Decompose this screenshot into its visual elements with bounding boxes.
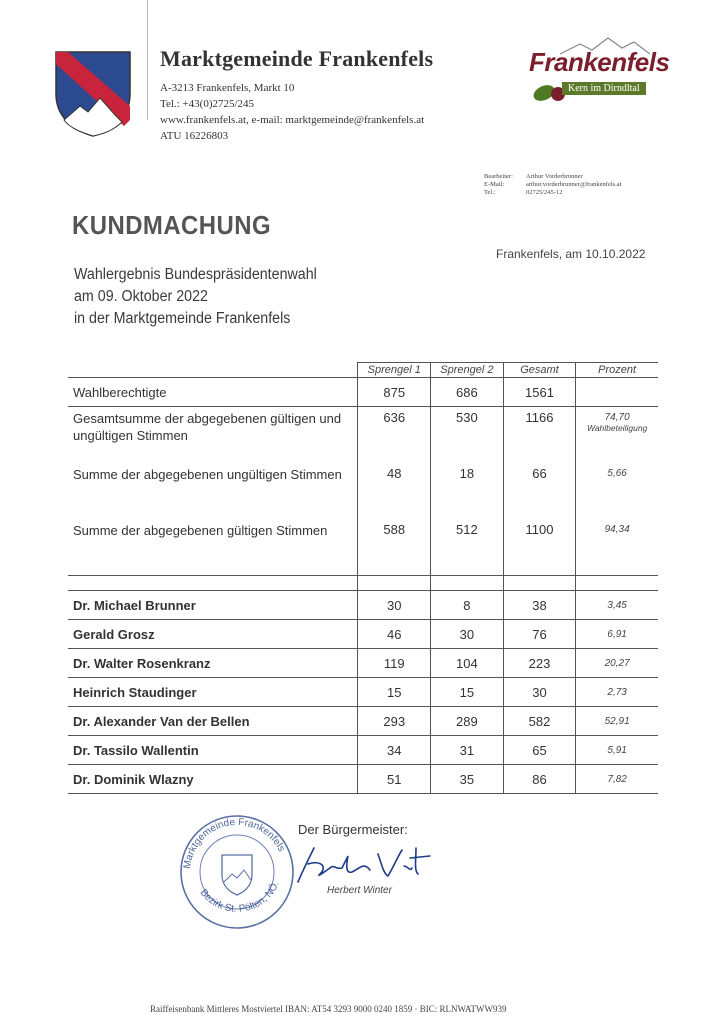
cell-percent: 94,34 (604, 524, 630, 535)
results-table (68, 362, 658, 794)
candidate-name: Dr. Dominik Wlazny (68, 765, 358, 794)
svg-text:Bezirk St. Pölten, NÖ. (198, 880, 282, 915)
cell-percent (576, 407, 658, 464)
stamp-text-bottom: Bezirk St. Pölten, NÖ. (197, 879, 282, 915)
spacer-cell (358, 576, 431, 591)
contact-row (484, 181, 622, 189)
cell-percent: 52,91 (576, 707, 658, 736)
signature-title: Der Bürgermeister: (298, 822, 408, 837)
subject-line: am 09. Oktober 2022 (74, 288, 208, 305)
cell-sprengel1: 119 (358, 649, 431, 678)
row-label: Wahlberechtigte (68, 378, 358, 407)
cell-sprengel1: 588 (358, 519, 431, 576)
cell-sprengel2: 104 (431, 649, 504, 678)
cell-percent: 7,82 (576, 765, 658, 794)
candidate-name: Dr. Alexander Van der Bellen (68, 707, 358, 736)
candidate-row (68, 765, 658, 794)
spacer-cell (68, 576, 358, 591)
brand-logo: Frankenfels (529, 47, 670, 77)
column-header (68, 363, 358, 378)
percent-note: Wahlbeteiligung (586, 423, 648, 433)
cell-sprengel1: 636 (358, 407, 431, 464)
table-row (68, 519, 658, 576)
handwritten-signature (290, 842, 440, 888)
column-header: Gesamt (503, 363, 576, 378)
address-line: A-3213 Frankenfels, Markt 10 (160, 82, 295, 94)
cell-sprengel2: 8 (431, 591, 504, 620)
percent-value: 74,70 (604, 412, 630, 423)
cell-total: 1166 (503, 407, 576, 464)
cell-sprengel2: 530 (431, 407, 504, 464)
cell-sprengel1: 30 (358, 591, 431, 620)
place-date: Frankenfels, am 10.10.2022 (496, 247, 646, 261)
contact-row (484, 173, 622, 181)
candidate-name: Heinrich Staudinger (68, 678, 358, 707)
candidate-row (68, 707, 658, 736)
cell-sprengel2: 31 (431, 736, 504, 765)
table-row (68, 378, 658, 407)
org-name: Marktgemeinde Frankenfels (160, 46, 434, 71)
table-header-row (68, 363, 658, 378)
cell-total: 66 (503, 463, 576, 519)
candidate-name: Dr. Tassilo Wallentin (68, 736, 358, 765)
candidate-row (68, 649, 658, 678)
candidate-name: Gerald Grosz (68, 620, 358, 649)
contact-label: Tel.: (484, 189, 496, 196)
cell-percent: 2,73 (576, 678, 658, 707)
column-header: Prozent (576, 363, 658, 378)
contact-value: 02725/245-12 (526, 189, 563, 196)
contact-row (484, 189, 622, 197)
address-line: www.frankenfels.at, e-mail: marktgemeinde@frankenfels.at (160, 114, 425, 126)
cell-sprengel1: 46 (358, 620, 431, 649)
contact-label: E-Mail: (484, 181, 505, 188)
table-row (68, 407, 658, 464)
column-header: Sprengel 1 (358, 363, 431, 378)
row-label: Summe der abgegebenen gültigen Stimmen (68, 519, 358, 576)
cell-sprengel1: 48 (358, 463, 431, 519)
cell-sprengel2: 15 (431, 678, 504, 707)
contact-value: Arthur Vorderbrunner (526, 173, 583, 180)
candidate-row (68, 591, 658, 620)
document-title: KUNDMACHUNG (72, 210, 272, 240)
candidate-row (68, 736, 658, 765)
signature-name: Herbert Winter (327, 885, 392, 896)
cell-total: 1100 (503, 519, 576, 576)
header-divider (147, 0, 148, 120)
cell-percent: 5,66 (607, 468, 627, 479)
column-header: Sprengel 2 (431, 363, 504, 378)
candidate-name: Dr. Michael Brunner (68, 591, 358, 620)
candidate-row (68, 620, 658, 649)
address-line: ATU 16226803 (160, 130, 229, 142)
cell-percent: 3,45 (576, 591, 658, 620)
coat-of-arms-icon (54, 50, 132, 138)
candidate-name: Dr. Walter Rosenkranz (68, 649, 358, 678)
cell-total: 1561 (503, 378, 576, 407)
brand-tagline: Kern im Dirndltal (562, 82, 646, 95)
spacer-cell (431, 576, 504, 591)
table-spacer-row (68, 576, 658, 591)
cell-sprengel1: 875 (358, 378, 431, 407)
cell-sprengel1: 51 (358, 765, 431, 794)
cell-sprengel2: 35 (431, 765, 504, 794)
cell-sprengel2: 686 (431, 378, 504, 407)
cell-total: 582 (503, 707, 576, 736)
cell-total: 86 (503, 765, 576, 794)
cell-total: 223 (503, 649, 576, 678)
cell-sprengel2: 289 (431, 707, 504, 736)
contact-block (484, 173, 622, 197)
spacer-cell (503, 576, 576, 591)
cell-percent: 5,91 (576, 736, 658, 765)
svg-text:Marktgemeinde Frankenfels (182, 817, 287, 870)
cell-sprengel1: 15 (358, 678, 431, 707)
cell-sprengel2: 18 (431, 463, 504, 519)
official-stamp-icon (172, 810, 302, 930)
address-line: Tel.: +43(0)2725/245 (160, 98, 255, 110)
cell-sprengel1: 34 (358, 736, 431, 765)
cell-sprengel1: 293 (358, 707, 431, 736)
spacer-cell (576, 576, 658, 591)
cell-total: 38 (503, 591, 576, 620)
org-address (160, 80, 424, 144)
cell-sprengel2: 30 (431, 620, 504, 649)
cell-sprengel2: 512 (431, 519, 504, 576)
row-label: Summe der abgegebenen ungültigen Stimmen (68, 463, 358, 519)
cell-total: 76 (503, 620, 576, 649)
table-row (68, 463, 658, 519)
candidate-row (68, 678, 658, 707)
subject-line: in der Marktgemeinde Frankenfels (74, 310, 291, 327)
contact-value: arthur.vorderbrunner@frankenfels.at (526, 181, 622, 188)
cell-total: 30 (503, 678, 576, 707)
cell-percent (576, 378, 658, 407)
subject-line: Wahlergebnis Bundespräsidentenwahl (74, 266, 317, 283)
contact-label: Bearbeiter: (484, 173, 513, 180)
row-label: Gesamtsumme der abgegebenen gültigen und ungültigen Stimmen (68, 407, 358, 464)
cell-percent: 6,91 (576, 620, 658, 649)
cell-total: 65 (503, 736, 576, 765)
cell-percent: 20,27 (576, 649, 658, 678)
document-subject (74, 264, 317, 330)
stamp-text-top: Marktgemeinde Frankenfels (181, 816, 287, 870)
bank-footer: Raiffeisenbank Mittleres Mostviertel IBAN: AT54 3293 9000 0240 1859 · BIC: RLNWATWW939 (150, 1004, 507, 1014)
